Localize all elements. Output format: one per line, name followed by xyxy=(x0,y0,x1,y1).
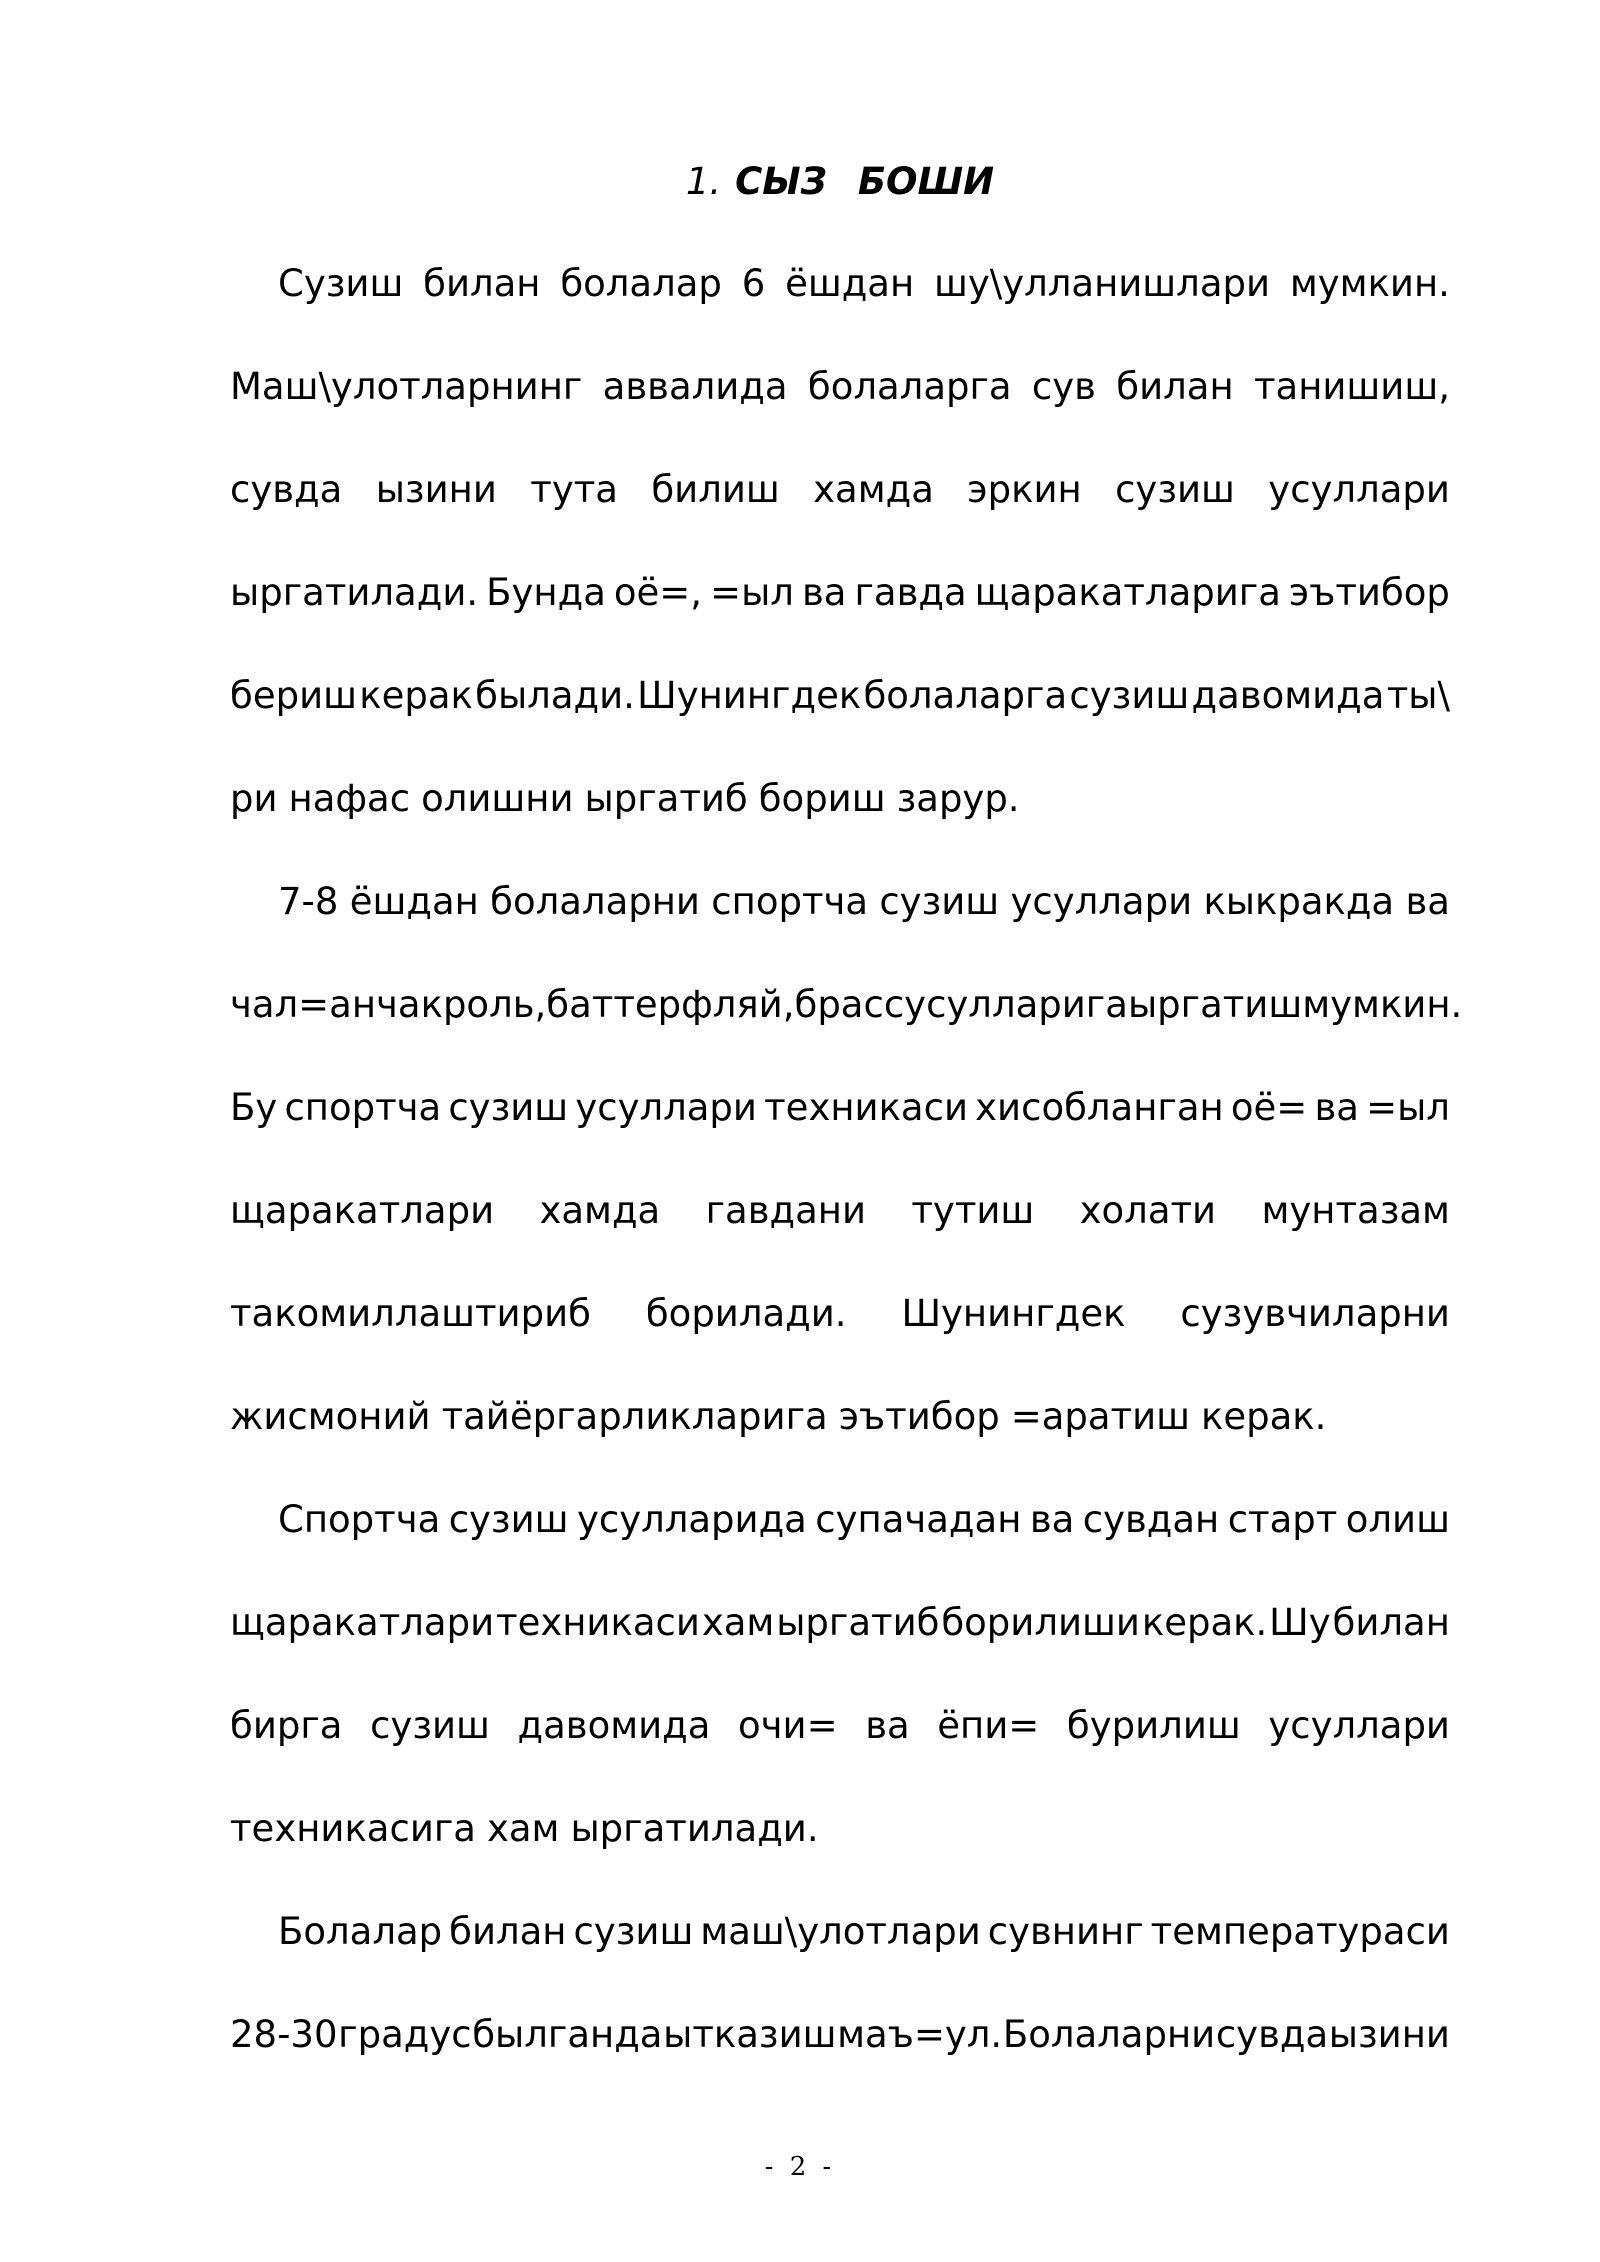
word: билан xyxy=(423,262,541,305)
word: Шунингдек xyxy=(637,674,862,717)
word: сузиш xyxy=(448,1086,569,1129)
word: усуллари xyxy=(1268,1704,1450,1747)
section-heading xyxy=(230,152,1450,212)
word: шу\улланишлари xyxy=(933,262,1271,305)
word: сув xyxy=(1031,365,1096,408)
word: сузиш xyxy=(879,880,1000,923)
word: бирга xyxy=(230,1704,343,1747)
word: усулларида xyxy=(576,1498,807,1541)
word: =ыл xyxy=(1366,1086,1450,1129)
word: давомида xyxy=(517,1704,711,1747)
text-line xyxy=(230,1589,1450,1692)
text-line xyxy=(230,456,1450,559)
word: ёшдан xyxy=(349,880,479,923)
word: Шу xyxy=(1269,1601,1331,1644)
word: маъ=ул. xyxy=(837,2013,1003,2056)
word: болалар xyxy=(560,262,722,305)
word: бориш xyxy=(758,777,886,820)
word: керак. xyxy=(1201,1395,1327,1438)
word: сувнинг xyxy=(987,1910,1144,1953)
word: ёшдан xyxy=(785,262,915,305)
word: ва xyxy=(1029,1498,1075,1541)
word: ызини xyxy=(375,468,497,511)
text-line xyxy=(230,1177,1450,1280)
word: техникаси xyxy=(496,1601,700,1644)
word: сувдан xyxy=(1082,1498,1220,1541)
word: =аратиш xyxy=(1010,1395,1190,1438)
word: керак. xyxy=(1141,1601,1268,1644)
word: зарур. xyxy=(896,777,1020,820)
text-line xyxy=(230,1074,1450,1177)
word: гавдани xyxy=(705,1189,867,1232)
word: Спортча xyxy=(278,1498,441,1541)
word: ты\ xyxy=(1386,674,1450,717)
word: =ыл xyxy=(710,571,794,614)
text-line xyxy=(230,1280,1450,1383)
word: техникаси xyxy=(764,1086,968,1129)
word: Маш\улотларнинг xyxy=(230,365,583,408)
word: жисмоний xyxy=(230,1395,431,1438)
word: ёпи= xyxy=(937,1704,1040,1747)
word: ызини xyxy=(1328,2013,1450,2056)
word: керак xyxy=(359,674,473,717)
word: ва xyxy=(801,571,847,614)
word: Болалар xyxy=(278,1910,443,1953)
word: баттерфляй, xyxy=(546,983,795,1026)
word: усуллари xyxy=(1268,468,1450,511)
text-line xyxy=(230,1898,1450,2001)
section-number: 1. xyxy=(685,160,722,203)
body-text xyxy=(230,250,1463,2104)
text-line xyxy=(230,1486,1450,1589)
word: бериш xyxy=(230,674,357,717)
word: сузиш xyxy=(370,1704,490,1747)
text-line xyxy=(230,868,1450,971)
word: ыргатиб xyxy=(776,1601,940,1644)
word: Бунда xyxy=(486,571,606,614)
word: усуллари xyxy=(575,1086,757,1129)
word: хамда xyxy=(539,1189,661,1232)
word: бурилиш xyxy=(1066,1704,1241,1747)
word: щаракатлари xyxy=(230,1189,495,1232)
word: Шунингдек xyxy=(901,1292,1126,1335)
word: нафас xyxy=(288,777,411,820)
text-line xyxy=(230,971,1463,1074)
text-line xyxy=(230,1795,1450,1898)
word: ыргатиш xyxy=(1127,983,1303,1026)
word: олишни xyxy=(421,777,574,820)
word: щаракатлари xyxy=(230,1601,495,1644)
word: ыргатиб xyxy=(584,777,748,820)
word: тайёргарликларига xyxy=(441,1395,828,1438)
word: брасс xyxy=(794,983,905,1026)
word: тутиш xyxy=(911,1189,1035,1232)
word: олиш xyxy=(1345,1498,1450,1541)
word: маш\улотлари xyxy=(700,1910,981,1953)
word: сузиш xyxy=(1069,674,1190,717)
word: ва xyxy=(1405,880,1450,923)
word: температураси xyxy=(1150,1910,1450,1953)
word: эътибор xyxy=(1288,571,1450,614)
word: тута xyxy=(530,468,618,511)
word: щаракатларига xyxy=(974,571,1281,614)
word: болаларга xyxy=(807,365,1012,408)
word: оё=, xyxy=(613,571,703,614)
word: сузувчиларни xyxy=(1180,1292,1450,1335)
word: техникасига xyxy=(230,1807,476,1850)
text-line xyxy=(230,250,1450,353)
word: чал=анча xyxy=(230,983,421,1026)
word: сузиш xyxy=(448,1498,569,1541)
word: Бу xyxy=(230,1086,278,1129)
section-title: СЫЗ БОШИ xyxy=(735,160,995,203)
word: кыкракда xyxy=(1203,880,1395,923)
word: усулларига xyxy=(904,983,1128,1026)
word: 7-8 xyxy=(278,880,339,923)
word: хамда xyxy=(813,468,934,511)
word: билан xyxy=(1116,365,1234,408)
word: 28-30 xyxy=(230,2013,338,2056)
word: былганда xyxy=(472,2013,663,2056)
word: 6 xyxy=(741,262,766,305)
word: такомиллаштириб xyxy=(230,1292,591,1335)
word: эркин xyxy=(967,468,1082,511)
word: хисобланган xyxy=(975,1086,1224,1129)
word: болаларни xyxy=(490,880,700,923)
text-line xyxy=(230,662,1450,765)
word: билиш xyxy=(651,468,780,511)
word: сузиш xyxy=(1115,468,1235,511)
word: былади. xyxy=(475,674,635,717)
text-line xyxy=(230,765,1450,868)
word: Сузиш xyxy=(278,262,404,305)
word: ва xyxy=(865,1704,910,1747)
word: ва xyxy=(1314,1086,1359,1129)
page-number: - 2 - xyxy=(764,2152,836,2182)
text-line xyxy=(230,1383,1450,1486)
word: ыргатилади. xyxy=(570,1807,819,1850)
word: мумкин. xyxy=(1302,983,1463,1026)
word: спортча xyxy=(711,880,869,923)
word: старт xyxy=(1227,1498,1338,1541)
word: хам xyxy=(701,1601,775,1644)
word: мумкин. xyxy=(1289,262,1450,305)
word: борилади. xyxy=(645,1292,847,1335)
word: кроль, xyxy=(420,983,547,1026)
word: гавда xyxy=(854,571,967,614)
word: давомида xyxy=(1191,674,1385,717)
word: билан xyxy=(1332,1601,1450,1644)
word: ри xyxy=(230,777,278,820)
word: ытказиш xyxy=(663,2013,837,2056)
word: очи= xyxy=(738,1704,838,1747)
word: борилиши xyxy=(941,1601,1140,1644)
word: хам xyxy=(486,1807,560,1850)
word: эътибор xyxy=(838,1395,1000,1438)
word: Болаларни xyxy=(1002,2013,1216,2056)
word: оё= xyxy=(1230,1086,1308,1129)
word: сузиш xyxy=(573,1910,694,1953)
text-line xyxy=(230,559,1450,662)
word: сувда xyxy=(1215,2013,1329,2056)
word: усуллари xyxy=(1010,880,1193,923)
word: билан xyxy=(449,1910,567,1953)
text-line xyxy=(230,1692,1450,1795)
word: спортча xyxy=(284,1086,442,1129)
word: сувда xyxy=(230,468,343,511)
word: мунтазам xyxy=(1261,1189,1450,1232)
text-line xyxy=(230,353,1450,456)
word: танишиш, xyxy=(1253,365,1450,408)
word: ыргатилади. xyxy=(230,571,479,614)
word: аввалида xyxy=(602,365,788,408)
word: супачадан xyxy=(815,1498,1022,1541)
word: холати xyxy=(1079,1189,1217,1232)
word: градус xyxy=(338,2013,472,2056)
text-line xyxy=(230,2001,1450,2104)
word: болаларга xyxy=(863,674,1068,717)
